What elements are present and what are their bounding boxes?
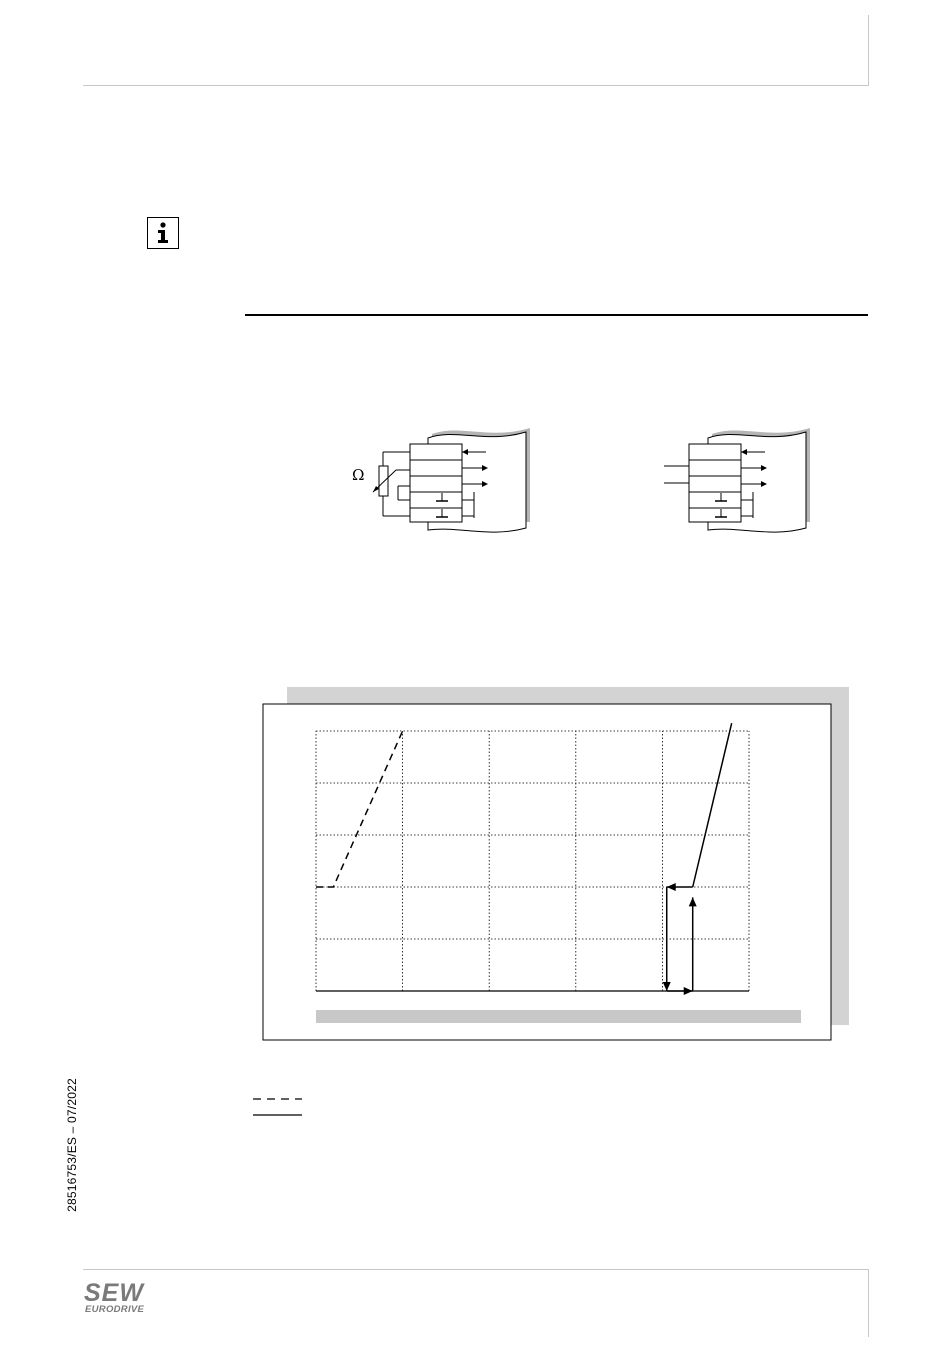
logo-sub: EURODRIVE <box>85 1304 145 1315</box>
sew-eurodrive-logo <box>84 1279 154 1319</box>
chart-frame <box>263 704 831 1040</box>
info-glyph <box>152 221 174 245</box>
terminal-diagram-external-signal <box>664 428 810 532</box>
characteristic-chart <box>260 685 855 1045</box>
wiring-diagrams <box>330 415 850 545</box>
document-number-text: 28516753/ES – 07/2022 <box>65 1078 79 1212</box>
header-rule <box>83 85 869 86</box>
chart-legend <box>250 1092 310 1122</box>
resistance-symbol: Ω <box>352 466 365 484</box>
logo-brand: SEW <box>84 1279 144 1307</box>
document-number <box>62 1075 82 1215</box>
section-rule <box>245 314 868 316</box>
info-icon <box>147 217 179 249</box>
terminal-diagram-potentiometer <box>373 428 530 532</box>
footer-margin-rule <box>868 1269 869 1337</box>
header-margin-rule <box>868 15 869 85</box>
footer-rule <box>83 1269 869 1270</box>
x-axis-label-bar <box>316 1010 801 1023</box>
